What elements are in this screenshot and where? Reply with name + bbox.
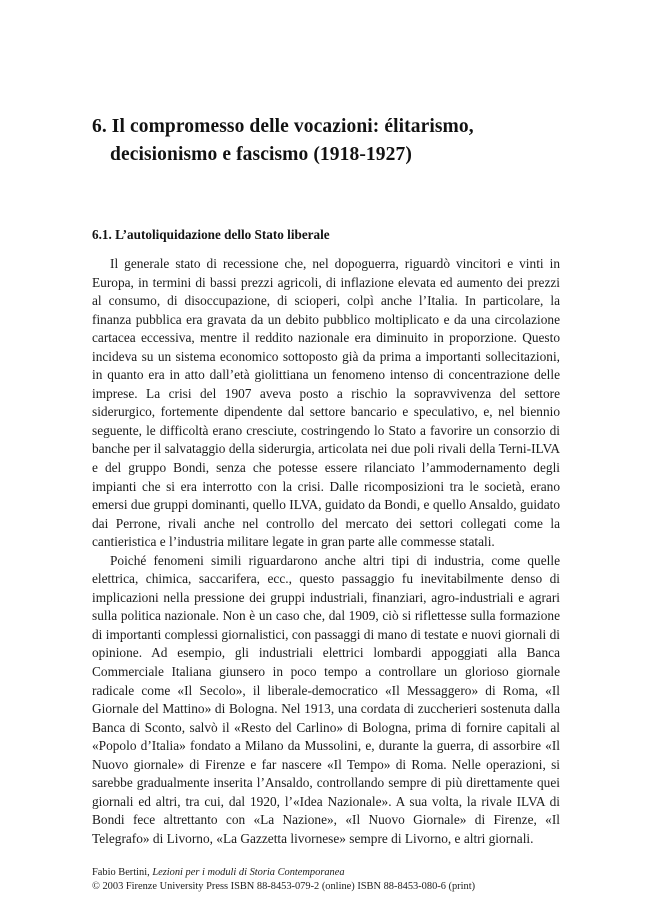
footer-attribution-line <box>92 866 562 880</box>
paragraph: Il generale stato di recessione che, nel dopoguerra, riguardò vincitori e vinti in Europa, in termini di bassi prezzi agricoli, di inflazione elevata ed aumento dei prezzi al consumo, di disoccupazione, di scioperi, colpì anche l’Italia. In particolare, la finanza pubblica era gravata da un debito pubblico moltiplicato e da una circolazione cartacea eccessiva, mentre il reddito nazionale era diminuito in proporzione. Questo incideva su un sistema economico sottoposto già da prima a importanti sollecitazioni, in quanto era in atto dall’età giolittiana un fenomeno intenso di concentrazione delle imprese. La crisi del 1907 aveva posto a rischio la sopravvivenza del settore siderurgico, fortemente dipendente dal settore bancario e speculativo, e, nel biennio seguente, le difficoltà erano cresciute, costringendo lo Stato a favorire un consorzio di banche per il salvataggio della siderurgia, articolata nei due poli rivali della Terni-ILVA e del gruppo Bondi, senza che potesse essere rilanciato l’ammodernamento degli impianti che si era interrotto con la crisi. Dalle ricomposizioni tra le società, erano emersi due gruppi dominanti, quello ILVA, guidato da Bondi, e quello Ansaldo, guidato dai Perrone, rivali anche nel controllo del mercato dei settori collegati come la cantieristica e l’industria militare legate in gran parte alle commesse statali. <box>92 256 560 550</box>
page-footer <box>92 866 562 893</box>
chapter-title-line-2: decisionismo e fascismo (1918-1927) <box>110 143 412 165</box>
footer-work-title: Lezioni per i moduli di Storia Contemporanea <box>152 867 345 878</box>
section-heading: 6.1. L’autoliquidazione dello Stato liberale <box>92 226 330 242</box>
body-text <box>92 255 560 849</box>
footer-author: Fabio Bertini, <box>92 867 153 878</box>
paragraph: Poiché fenomeni simili riguardarono anche altri tipi di industria, come quelle elettrica, chimica, saccarifera, ecc., questo passaggio fu inevitabilmente denso di implicazioni nella pressione dei gruppi industriali, finanziari, agro-industriali e agrari sulla politica nazionale. Non è un caso che, dal 1909, ciò si riflettesse sulla formazione di importanti complessi giornalistici, con passaggi di mano di testate e nuovi giornali di opinione. Ad esempio, gli industriali elettrici lombardi appoggiati alla Banca Commerciale Italiana giunsero in poco tempo a controllare un glorioso giornale radicale come «Il Secolo», il liberale-democratico «Il Messaggero» di Roma, «Il Giornale del Mattino» di Bologna. Nel 1913, una cordata di zuccherieri sostenuta dalla Banca di Sconto, salvò il «Resto del Carlino» di Bologna, prima di fornire capitali al «Popolo d’Italia» fondato a Milano da Mussolini, e, durante la guerra, di assorbire «Il Nuovo giornale» di Firenze e far nascere «Il Tempo» di Roma. Nelle operazioni, si sarebbe gradualmente inserita l’Ansaldo, controllando sempre di più direttamente quei giornali ed altri, tra cui, dal 1920, l’«Idea Nazionale». A sua volta, la rivale ILVA di Bondi fece altrettanto con «La Nazione», «Il Nuovo Giornale» di Firenze, «Il Telegrafo» di Livorno, «La Gazzetta livornese» sempre di Livorno, e altri giornali. <box>92 552 560 846</box>
chapter-title <box>92 113 562 168</box>
footer-copyright-line: © 2003 Firenze University Press ISBN 88-8453-079-2 (online) ISBN 88-8453-080-6 (print) <box>92 880 476 892</box>
chapter-title-line-1: 6. Il compromesso delle vocazioni: élitarismo, <box>92 116 474 138</box>
